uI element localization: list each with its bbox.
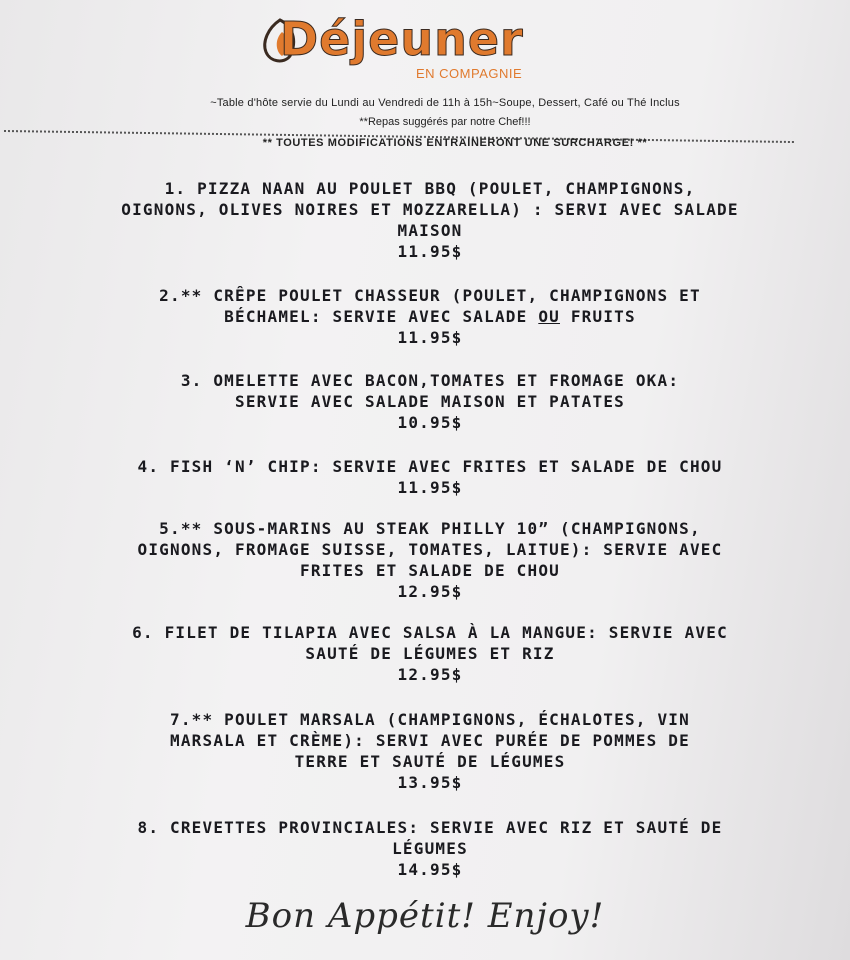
menu-item-desc-line: TERRE ET SAUTÉ DE LÉGUMES xyxy=(294,752,566,771)
menu-item-desc-line: SAUTÉ DE LÉGUMES ET RIZ xyxy=(305,644,555,663)
menu-item-desc-line: OIGNONS, OLIVES NOIRES ET MOZZARELLA) : SERVI AVEC SALADE xyxy=(121,200,739,219)
menu-item-desc-line: SERVIE AVEC SALADE MAISON ET PATATES xyxy=(235,392,625,411)
menu-item xyxy=(10,285,850,348)
intro-surcharge-notice: ** TOUTES MODIFICATIONS ENTRAINERONT UNE SURCHARGE! ** xyxy=(262,137,648,149)
menu-item-desc-line xyxy=(10,306,850,327)
menu-item xyxy=(10,456,850,498)
menu-item-desc-line: 3. OMELETTE AVEC BACON,TOMATES ET FROMAGE OKA: xyxy=(180,371,680,390)
logo-subtitle: EN COMPAGNIE xyxy=(416,66,523,81)
menu-item-desc-line: 4. FISH ‘N’ CHIP: SERVIE AVEC FRITES ET SALADE DE CHOU xyxy=(137,457,723,476)
menu-item-desc-line: FRITES ET SALADE DE CHOU xyxy=(300,561,560,580)
intro-chef-suggestions: **Repas suggérés par notre Chef!!! xyxy=(359,116,531,128)
menu-item xyxy=(10,709,850,793)
restaurant-logo xyxy=(258,8,558,88)
menu-item-price: 10.95$ xyxy=(397,413,463,432)
menu-item-price: 13.95$ xyxy=(397,773,463,792)
menu-item-desc-line: 2.** CRÊPE POULET CHASSEUR (POULET, CHAMPIGNONS ET xyxy=(159,286,701,305)
menu-item-desc-line: OIGNONS, FROMAGE SUISSE, TOMATES, LAITUE): SERVIE AVEC xyxy=(137,540,723,559)
menu-item-price: 11.95$ xyxy=(397,328,463,347)
menu-item xyxy=(10,370,850,433)
menu-item-desc-line: 5.** SOUS-MARINS AU STEAK PHILLY 10” (CHAMPIGNONS, xyxy=(159,519,701,538)
menu-item xyxy=(10,817,850,880)
menu-item-desc-line: 1. PIZZA NAAN AU POULET BBQ (POULET, CHAMPIGNONS, xyxy=(164,179,696,198)
desc-underlined-text: OU xyxy=(538,307,560,326)
menu-item xyxy=(10,518,850,602)
menu-item-desc-line: MAISON xyxy=(397,221,463,240)
menu-item-desc-line: MARSALA ET CRÈME): SERVI AVEC PURÉE DE POMMES DE xyxy=(170,731,690,750)
menu-item xyxy=(10,178,850,262)
desc-text: BÉCHAMEL: SERVIE AVEC SALADE xyxy=(224,307,539,326)
closing-signature: Bon Appétit! Enjoy! xyxy=(245,896,605,936)
intro-table-dhote: ~Table d'hôte servie du Lundi au Vendredi de 11h à 15h~Soupe, Dessert, Café ou Thé Inclus xyxy=(210,97,680,109)
logo-wordmark: Déjeuner xyxy=(280,12,524,66)
menu-item-price: 14.95$ xyxy=(397,860,463,879)
menu-item-desc-line: LÉGUMES xyxy=(392,839,468,858)
menu-item-desc-line: 8. CREVETTES PROVINCIALES: SERVIE AVEC RIZ ET SAUTÉ DE xyxy=(137,818,723,837)
menu-item-price: 12.95$ xyxy=(397,665,463,684)
menu-item-desc-line: 7.** POULET MARSALA (CHAMPIGNONS, ÉCHALOTES, VIN xyxy=(170,710,690,729)
menu-item-desc-line: 6. FILET DE TILAPIA AVEC SALSA À LA MANGUE: SERVIE AVEC xyxy=(132,623,728,642)
menu-item-price: 12.95$ xyxy=(397,582,463,601)
menu-item xyxy=(10,622,850,685)
desc-text: FRUITS xyxy=(559,307,636,326)
menu-item-price: 11.95$ xyxy=(397,478,463,497)
menu-item-price: 11.95$ xyxy=(397,242,463,261)
